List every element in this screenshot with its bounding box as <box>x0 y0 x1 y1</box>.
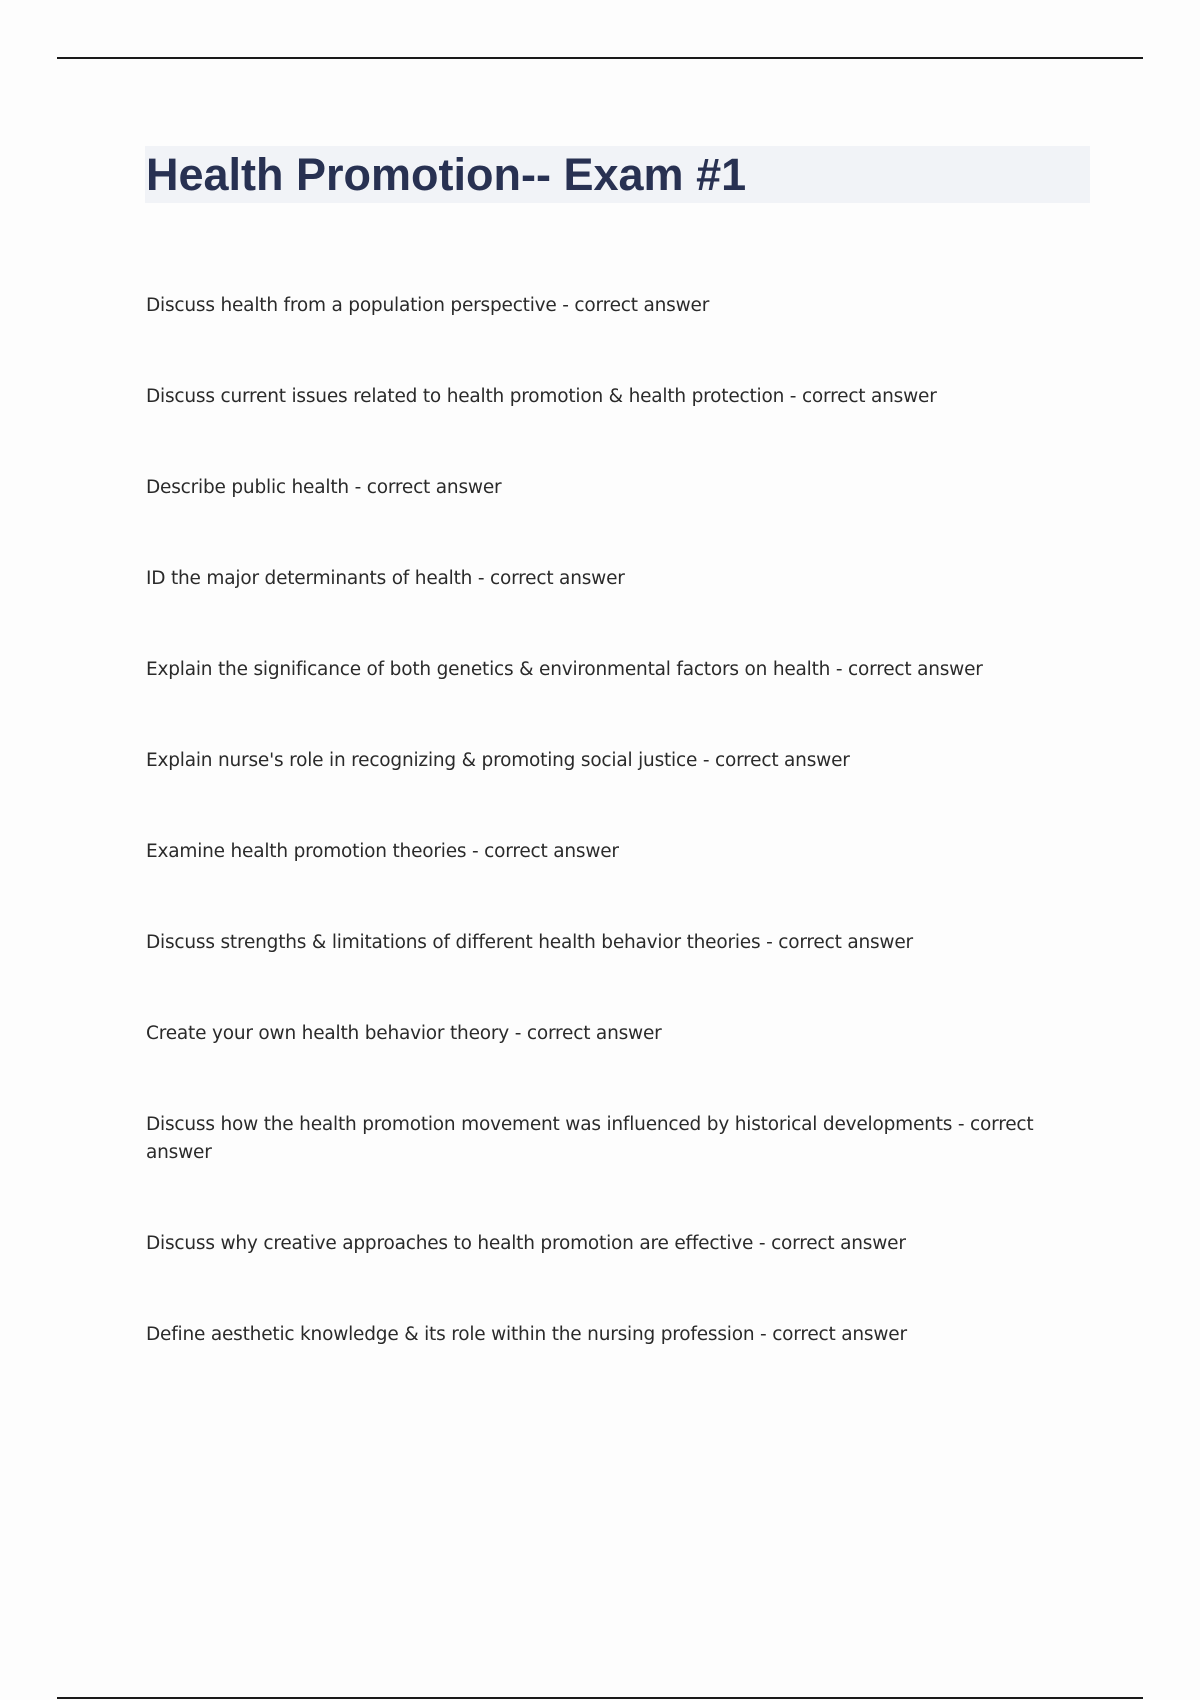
question-item: Discuss health from a population perspective - correct answer <box>146 295 710 316</box>
question-list <box>146 292 1046 1412</box>
bottom-rule <box>57 1697 1143 1699</box>
question-item: Examine health promotion theories - correct answer <box>146 841 619 862</box>
question-item: Discuss why creative approaches to health promotion are effective - correct answer <box>146 1233 906 1254</box>
document-title: Health Promotion-- Exam #1 <box>146 149 747 200</box>
question-item: Describe public health - correct answer <box>146 477 502 498</box>
question-item: Discuss how the health promotion movement was influenced by historical developments - correct answer <box>146 1114 1034 1163</box>
question-item: Discuss strengths & limitations of different health behavior theories - correct answer <box>146 932 913 953</box>
top-rule <box>57 57 1143 59</box>
question-item: Explain nurse's role in recognizing & promoting social justice - correct answer <box>146 750 850 771</box>
question-item: Create your own health behavior theory - correct answer <box>146 1023 662 1044</box>
question-item: Define aesthetic knowledge & its role within the nursing profession - correct answer <box>146 1324 907 1345</box>
question-item: Discuss current issues related to health promotion & health protection - correct answer <box>146 386 937 407</box>
question-item: ID the major determinants of health - correct answer <box>146 568 625 589</box>
question-item: Explain the significance of both genetics & environmental factors on health - correct answer <box>146 659 983 680</box>
